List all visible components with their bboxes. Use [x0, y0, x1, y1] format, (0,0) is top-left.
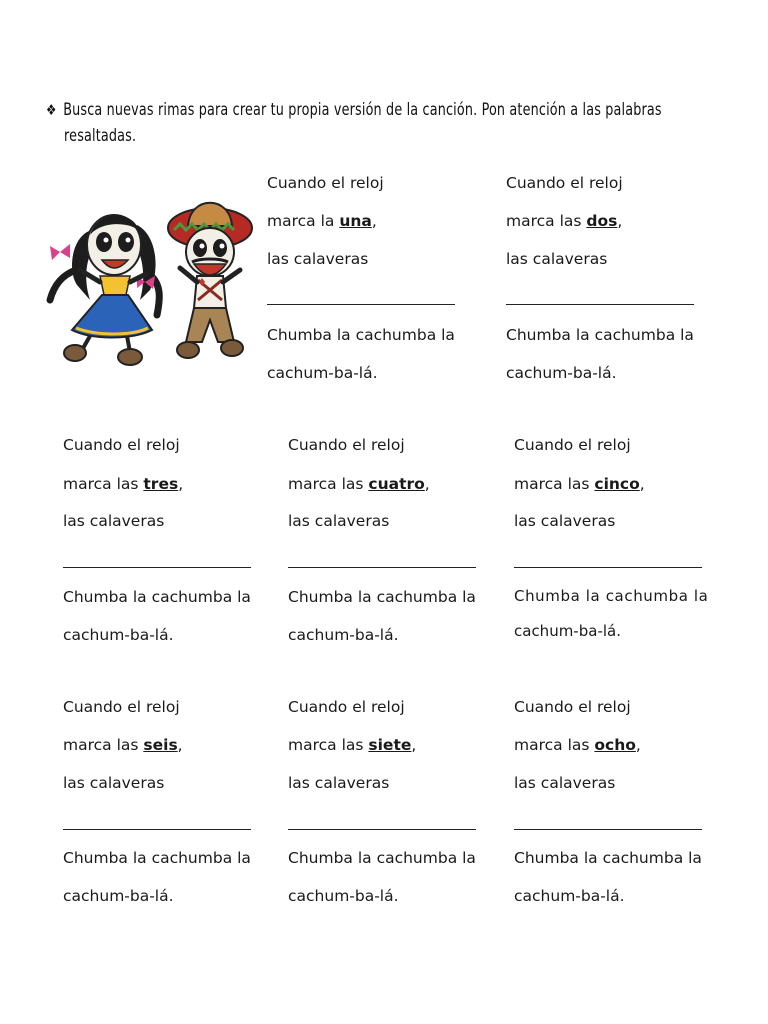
instruction-line-2: resaltadas. — [64, 126, 137, 145]
verse-line-2: marca las cinco, — [514, 475, 645, 493]
verse-line-1: Cuando el reloj — [288, 436, 405, 454]
verse-line-1: Cuando el reloj — [267, 174, 384, 192]
chorus-line-1: Chumba la cachumba la — [63, 849, 251, 867]
blank-fill-line — [288, 567, 476, 568]
blank-fill-line — [514, 829, 702, 830]
girl-calavera-figure — [50, 215, 159, 365]
chorus-line-2: cachum-ba-lá. — [514, 887, 625, 905]
chorus-line-2: cachum-ba-lá. — [63, 887, 174, 905]
verse-line-3: las calaveras — [506, 250, 608, 268]
instruction-line-1: Busca nuevas rimas para crear tu propia versión de la canción. Pon atención a las palabras — [63, 100, 662, 119]
blank-fill-line — [514, 567, 702, 568]
verse-line-1: Cuando el reloj — [514, 698, 631, 716]
verse-line-2: marca las tres, — [63, 475, 184, 493]
highlighted-number: ocho — [594, 736, 636, 754]
chorus-line-1: Chumba la cachumba la — [63, 588, 251, 606]
instruction-text — [46, 97, 725, 148]
blank-fill-line — [63, 829, 251, 830]
verse-line-1: Cuando el reloj — [514, 436, 631, 454]
verse-line-1: Cuando el reloj — [63, 436, 180, 454]
chorus-line-1: Chumba la cachumba la — [506, 326, 694, 344]
chorus-line-2: cachum-ba-lá. — [288, 626, 399, 644]
chorus-line-1: Chumba la cachumba la — [267, 326, 455, 344]
highlighted-number: seis — [143, 736, 178, 754]
verse-line-2: marca las dos, — [506, 212, 623, 230]
verse-line-2: marca las ocho, — [514, 736, 641, 754]
verse-line-1: Cuando el reloj — [506, 174, 623, 192]
verse-line-3: las calaveras — [63, 774, 165, 792]
chorus-line-2: cachum-ba-lá. — [506, 364, 617, 382]
verse-line-2: marca la una, — [267, 212, 377, 230]
verse-line-3: las calaveras — [514, 512, 616, 530]
verse-line-1: Cuando el reloj — [63, 698, 180, 716]
verse-line-1: Cuando el reloj — [288, 698, 405, 716]
diamond-bullet-icon: ❖ — [46, 101, 57, 119]
verse-line-2: marca las siete, — [288, 736, 417, 754]
highlighted-number: siete — [368, 736, 412, 754]
highlighted-number: una — [339, 212, 372, 230]
verse-line-2: marca las cuatro, — [288, 475, 430, 493]
verse-line-3: las calaveras — [288, 512, 390, 530]
verse-line-3: las calaveras — [514, 774, 616, 792]
calaveras-illustration — [42, 190, 254, 368]
blank-fill-line — [267, 304, 455, 305]
highlighted-number: cuatro — [368, 475, 425, 493]
highlighted-number: dos — [586, 212, 618, 230]
verse-line-3: las calaveras — [288, 774, 390, 792]
blank-fill-line — [63, 567, 251, 568]
chorus-line-2: cachum-ba-lá. — [267, 364, 378, 382]
chorus-line-1: Chumba la cachumba la — [288, 588, 476, 606]
chorus-line-2: cachum-ba-lá. — [288, 887, 399, 905]
highlighted-number: cinco — [594, 475, 640, 493]
boy-calavera-figure — [168, 203, 252, 358]
blank-fill-line — [288, 829, 476, 830]
verse-line-3: las calaveras — [63, 512, 165, 530]
blank-fill-line — [506, 304, 694, 305]
verse-line-2: marca las seis, — [63, 736, 183, 754]
chorus-line-1: Chumba la cachumba la — [514, 849, 702, 867]
chorus-line-1: Chumba la cachumba la — [288, 849, 476, 867]
chorus-line-2: cachum-ba-lá. — [63, 626, 174, 644]
highlighted-number: tres — [143, 475, 179, 493]
chorus-line-1: Chumba la cachumba la — [514, 587, 709, 605]
chorus-line-2: cachum-ba-lá. — [514, 622, 621, 640]
verse-line-3: las calaveras — [267, 250, 369, 268]
